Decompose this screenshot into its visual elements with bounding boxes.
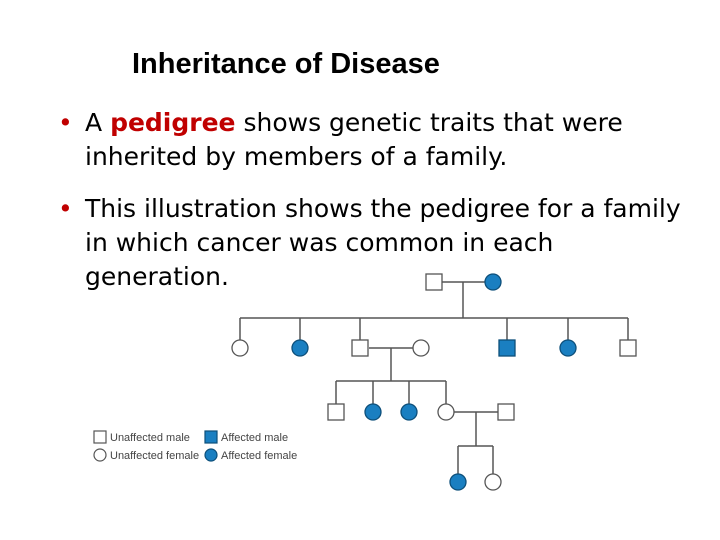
gen1-member-1-unaffected-male [426, 274, 442, 290]
gen3-member-4-unaffected-female [438, 404, 454, 420]
gen2-member-3-unaffected-male [352, 340, 368, 356]
bullet-1-suffix: shows genetic traits that were inherited by members of a family. [85, 108, 623, 171]
legend-affected-male-label: Affected male [221, 432, 289, 444]
legend-unaffected-female-label: Unaffected female [110, 450, 200, 462]
bullet-1-prefix: A [85, 108, 111, 137]
legend [94, 431, 297, 462]
legend-unaffected-male-symbol [94, 431, 106, 443]
gen3-member-5-unaffected-male [498, 404, 514, 420]
legend-unaffected-male-label: Unaffected male [110, 432, 190, 444]
legend-unaffected-female-symbol [94, 449, 106, 461]
gen2-member-4-unaffected-female [413, 340, 429, 356]
bullet-1-keyword: pedigree [110, 108, 236, 137]
legend-affected-female-label: Affected female [221, 450, 298, 462]
gen4-member-1-affected-female [450, 474, 466, 490]
gen2-member-5-affected-male [499, 340, 515, 356]
gen2-member-2-affected-female [292, 340, 308, 356]
legend-affected-male-symbol [205, 431, 217, 443]
gen4-member-2-unaffected-female [485, 474, 501, 490]
pedigree-lines [240, 282, 628, 474]
gen2-member-6-affected-female [560, 340, 576, 356]
bullet-marker: • [58, 194, 73, 223]
gen2-member-7-unaffected-male [620, 340, 636, 356]
gen2-member-1-unaffected-female [232, 340, 248, 356]
gen1-member-2-affected-female [485, 274, 501, 290]
gen3-member-1-unaffected-male [328, 404, 344, 420]
bullet-marker: • [58, 108, 73, 137]
gen3-member-2-affected-female [365, 404, 381, 420]
bullet-2-text: This illustration shows the pedigree for a family in which cancer was common in each generation. [85, 194, 681, 291]
slide-title: Inheritance of Disease [132, 48, 440, 80]
legend-affected-female-symbol [205, 449, 217, 461]
gen3-member-3-affected-female [401, 404, 417, 420]
